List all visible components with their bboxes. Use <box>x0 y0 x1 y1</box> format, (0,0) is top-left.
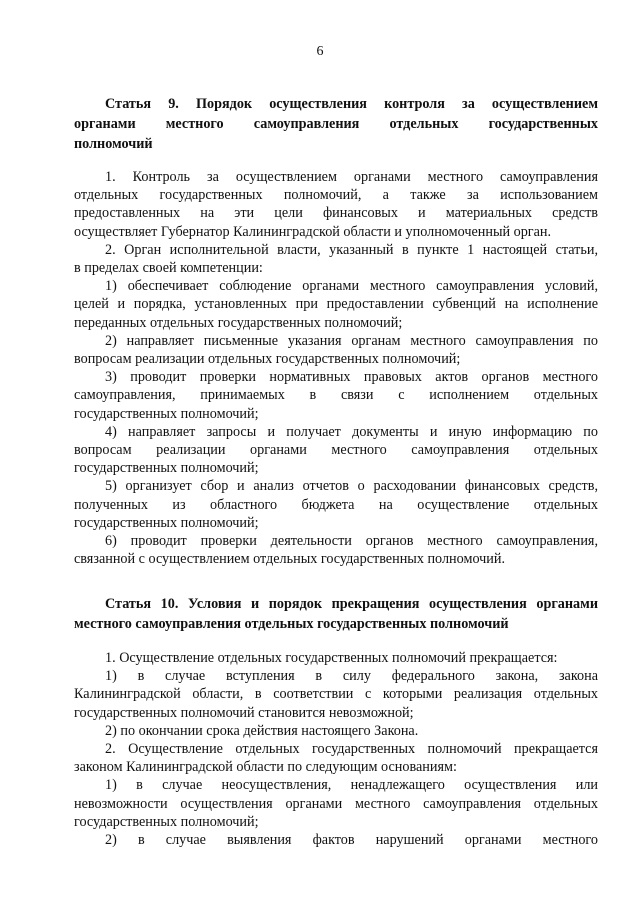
paragraph-line: 5) организует сбор и анализ отчетов о расходовании финансовых средств, <box>105 478 598 495</box>
paragraph-line: государственных полномочий; <box>74 460 259 477</box>
paragraph-line: Калининградской области, в соответствии с которыми реализация отдельных <box>74 686 598 703</box>
paragraph-line: 2) по окончании срока действия настоящего Закона. <box>105 722 419 739</box>
paragraph-line: полученных из областного бюджета на осуществление отдельных <box>74 496 598 513</box>
paragraph-line: вопросам реализации отдельных государственных полномочий; <box>74 351 461 368</box>
heading-line: Статья 9. Порядок осуществления контроля за осуществлением <box>105 96 598 112</box>
paragraph-line: 1) в случае вступления в силу федерального закона, закона <box>105 668 598 685</box>
paragraph-line: 1. Контроль за осуществлением органами местного самоуправления <box>105 169 598 185</box>
paragraph-line: 6) проводит проверки деятельности органов местного самоуправления, <box>105 533 598 550</box>
paragraph-line: целей и порядка, установленных при предоставлении субвенций на исполнение <box>74 296 598 313</box>
paragraph-line: вопросам реализации органами местного самоуправления отдельных <box>74 442 598 459</box>
paragraph-line: законом Калининградской области по следующим основаниям: <box>74 759 457 776</box>
heading-line: органами местного самоуправления отдельных государственных <box>74 116 598 132</box>
paragraph-line: 1. Осуществление отдельных государственных полномочий прекращается: <box>105 650 558 666</box>
paragraph-line: государственных полномочий; <box>74 405 259 422</box>
paragraph-line: связанной с осуществлением отдельных государственных полномочий. <box>74 551 506 568</box>
paragraph-line: самоуправления, принимаемых в связи с исполнением отдельных <box>74 387 598 404</box>
heading-line: местного самоуправления отдельных государственных полномочий <box>74 616 509 632</box>
paragraph-line: 3) проводит проверки нормативных правовых актов органов местного <box>105 369 598 386</box>
heading-line: полномочий <box>74 136 153 152</box>
page-number: 6 <box>316 44 324 59</box>
article-9-heading <box>74 94 598 154</box>
paragraph-line: в пределах своей компетенции: <box>74 260 263 277</box>
article-10-heading <box>74 594 598 634</box>
paragraph-line: переданных отдельных государственных полномочий; <box>74 314 403 331</box>
paragraph-line: предоставленных на эти цели финансовых и материальных средств <box>74 205 598 222</box>
paragraph-line: 2) в случае выявления фактов нарушений органами местного <box>105 832 598 849</box>
paragraph-line: 2) направляет письменные указания органам местного самоуправления по <box>105 332 598 349</box>
paragraph-line: государственных полномочий; <box>74 813 259 830</box>
paragraph-line: 2. Орган исполнительной власти, указанный в пункте 1 настоящей статьи, <box>105 241 598 258</box>
paragraph-line: государственных полномочий становится невозможной; <box>74 704 414 721</box>
heading-line: Статья 10. Условия и порядок прекращения осуществления органами <box>105 596 598 612</box>
article-10-body <box>74 649 598 849</box>
paragraph-line: 2. Осуществление отдельных государственных полномочий прекращается <box>105 741 598 758</box>
paragraph-line: отдельных государственных полномочий, а также за использованием <box>74 187 598 204</box>
paragraph-line: государственных полномочий; <box>74 514 259 531</box>
paragraph-line: 1) в случае неосуществления, ненадлежащего осуществления или <box>105 777 598 794</box>
paragraph-line: 4) направляет запросы и получает документы и иную информацию по <box>105 423 598 440</box>
paragraph-line: невозможности осуществления органами местного самоуправления отдельных <box>74 795 598 812</box>
article-9-body <box>74 168 598 568</box>
paragraph-line: осуществляет Губернатор Калининградской области и уполномоченный орган. <box>74 223 552 240</box>
paragraph-line: 1) обеспечивает соблюдение органами местного самоуправления условий, <box>105 278 598 295</box>
